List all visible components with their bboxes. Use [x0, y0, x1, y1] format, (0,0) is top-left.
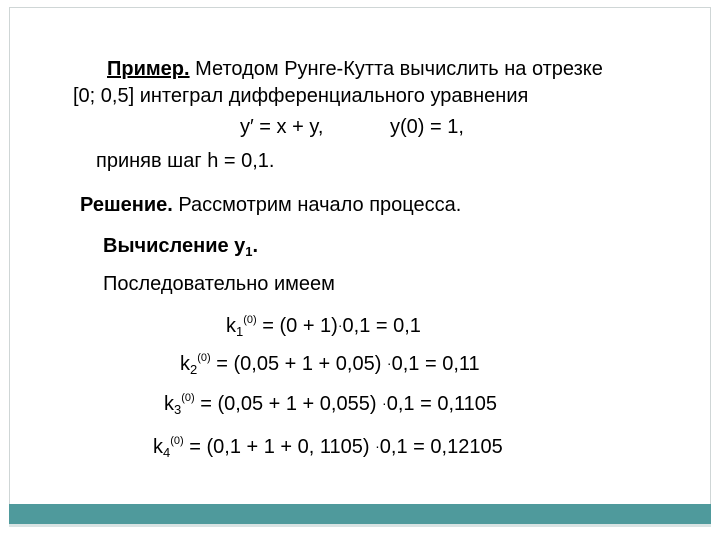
example-text-1: Методом Рунге-Кутта вычислить на отрезке: [189, 58, 603, 80]
example-text-3: приняв шаг h = 0,1.: [96, 150, 275, 172]
k-expr-a: = (0,05 + 1 + 0,055): [194, 393, 383, 415]
solution-line: [80, 193, 461, 217]
footer-bar: [9, 504, 711, 524]
k-index: 2: [190, 362, 198, 377]
compute-title-end: .: [252, 235, 259, 257]
k-row-1: [226, 313, 421, 338]
k-expr-b: 0,1 = 0,12105: [379, 436, 503, 458]
k-expr-a: = (0 + 1): [256, 315, 338, 337]
compute-title-text: Вычисление y: [103, 235, 246, 257]
eq-left-text: y′ = x + y,: [240, 116, 324, 138]
k-expr-b: 0,1 = 0,1105: [386, 393, 498, 415]
k-expr-a: = (0,1 + 1 + 0, 1105): [183, 436, 376, 458]
example-text-2: [0; 0,5] интеграл дифференциального уравнения: [73, 85, 529, 107]
example-line-1: [107, 57, 603, 81]
k-superscript: (0): [197, 352, 211, 364]
example-line-3: [96, 149, 274, 173]
k-row-4: [153, 434, 503, 459]
k-expr-b: 0,1 = 0,11: [391, 353, 480, 375]
k-expr-b: 0,1 = 0,1: [342, 315, 421, 337]
compute-intro-text: Последовательно имеем: [103, 273, 335, 295]
k-index: 4: [163, 445, 171, 460]
eq-right-text: y(0) = 1,: [390, 116, 464, 138]
compute-title-sub: 1: [245, 244, 253, 259]
k-row-2: [180, 351, 480, 376]
multiply-dot: ·: [337, 317, 343, 333]
multiply-dot: ·: [382, 395, 387, 411]
example-line-2: [73, 84, 528, 108]
k-superscript: (0): [243, 314, 257, 326]
k-symbol: k: [164, 393, 174, 415]
k-index: 1: [236, 324, 244, 339]
example-label: Пример.: [107, 58, 190, 80]
multiply-dot: ·: [375, 438, 380, 454]
k-superscript: (0): [181, 392, 195, 404]
compute-intro: [103, 272, 335, 296]
k-superscript: (0): [170, 435, 184, 447]
k-index: 3: [174, 402, 182, 417]
solution-text: Рассмотрим начало процесса.: [172, 194, 462, 216]
equation-left: [240, 115, 323, 139]
solution-label: Решение.: [80, 194, 173, 216]
k-symbol: k: [226, 315, 236, 337]
k-expr-a: = (0,05 + 1 + 0,05): [210, 353, 387, 375]
k-row-3: [164, 391, 497, 416]
footer-bar-shadow: [9, 524, 711, 527]
equation-right: [390, 115, 464, 139]
multiply-dot: ·: [386, 355, 392, 371]
k-symbol: k: [180, 353, 190, 375]
k-symbol: k: [153, 436, 163, 458]
compute-title: [103, 234, 258, 258]
